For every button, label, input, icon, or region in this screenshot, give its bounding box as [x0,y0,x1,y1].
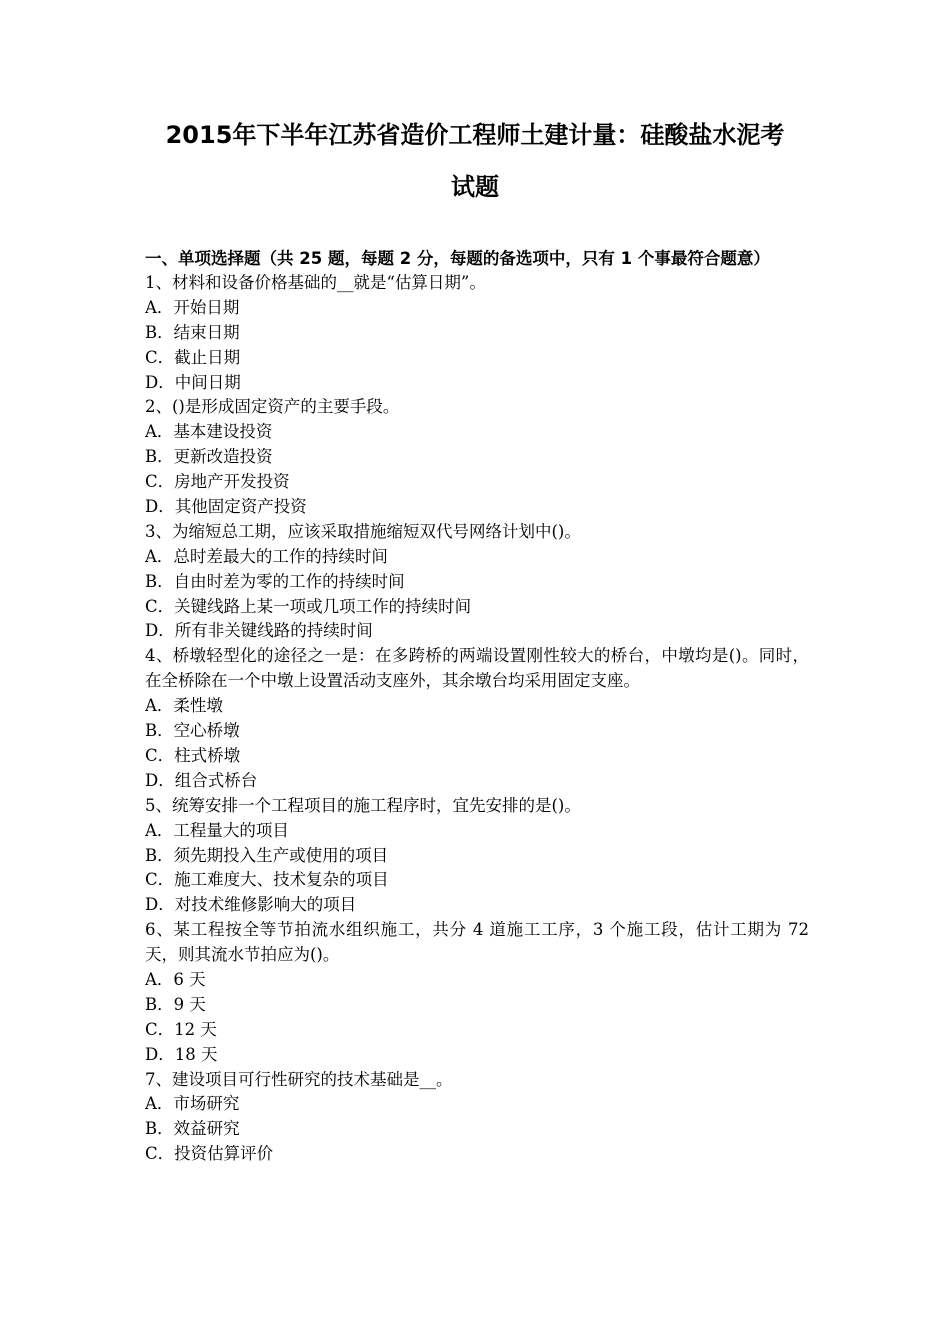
question-3-option-c: C．关键线路上某一项或几项工作的持续时间 [145,596,472,616]
question-1-option-b: B．结束日期 [145,322,240,342]
question-1-option-d: D．中间日期 [145,372,241,392]
question-6-option-d: D．18 天 [145,1044,218,1064]
question-3-option-d: D．所有非关键线路的持续时间 [145,621,373,641]
question-5-option-d: D．对技术维修影响大的项目 [145,895,357,915]
document-body [145,246,809,1167]
question-2-option-c: C．房地产开发投资 [145,472,290,492]
question-6-option-a: A．6 天 [145,970,206,989]
question-7-option-b: B．效益研究 [145,1119,240,1139]
question-5-stem: 5、统筹安排一个工程项目的施工程序时，宜先安排的是()。 [145,795,581,815]
document-title-line-1: 2015年下半年江苏省造价工程师土建计量：硅酸盐水泥考 [165,121,785,149]
question-3-option-b: B．自由时差为零的工作的持续时间 [145,571,405,591]
question-1-option-c: C．截止日期 [145,347,241,367]
question-7-option-c: C．投资估算评价 [145,1144,274,1164]
question-4-option-a: A．柔性墩 [145,696,223,716]
question-1-stem: 1、材料和设备价格基础的__就是“估算日期”。 [145,273,486,292]
question-4-option-c: C．柱式桥墩 [145,745,241,765]
question-1-option-a: A．开始日期 [145,297,240,317]
section-heading: 一、单项选择题（共 25 题，每题 2 分，每题的备选项中，只有 1 个事最符合题意） [145,249,770,268]
question-2-option-a: A．基本建设投资 [145,422,273,442]
question-6-option-c: C．12 天 [145,1019,217,1039]
question-5-option-c: C．施工难度大、技术复杂的项目 [145,870,389,890]
question-2-stem: 2、()是形成固定资产的主要手段。 [145,397,400,417]
question-4-stem: 4、桥墩轻型化的途径之一是：在多跨桥的两端设置刚性较大的桥台，中墩均是()。同时，在全桥除在一个中墩上设置活动支座外，其余墩台均采用固定支座。 [145,646,809,691]
question-3-option-a: A．总时差最大的工作的持续时间 [145,546,388,566]
question-2-option-b: B．更新改造投资 [145,447,273,467]
question-7-option-a: A．市场研究 [145,1094,240,1114]
question-7-stem: 7、建设项目可行性研究的技术基础是__。 [145,1069,453,1089]
question-4-option-d: D．组合式桥台 [145,770,258,790]
question-3-stem: 3、为缩短总工期，应该采取措施缩短双代号网络计划中()。 [145,521,581,541]
question-6-option-b: B．9 天 [145,994,206,1014]
question-6-stem: 6、某工程按全等节拍流水组织施工，共分 4 道施工工序，3 个施工段，估计工期为 72 天，则其流水节拍应为()。 [145,920,809,965]
question-4-option-b: B．空心桥墩 [145,721,240,741]
question-2-option-d: D．其他固定资产投资 [145,497,307,517]
question-5-option-a: A．工程量大的项目 [145,820,289,840]
question-5-option-b: B．须先期投入生产或使用的项目 [145,845,389,865]
document-title-line-2: 试题 [451,173,499,201]
